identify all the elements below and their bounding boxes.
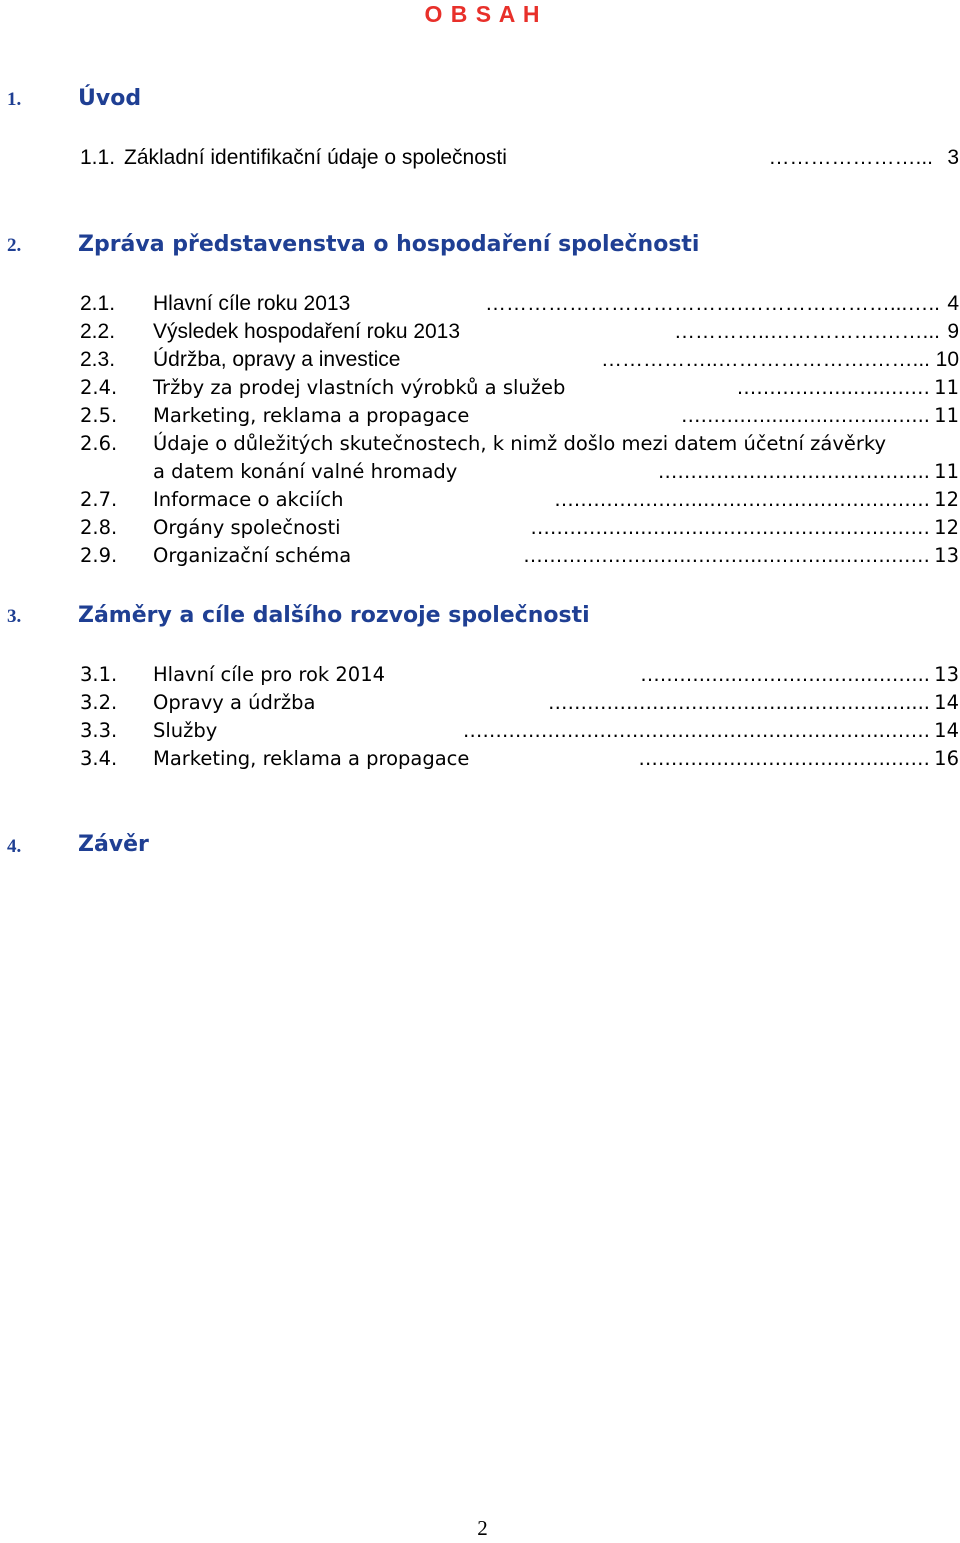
toc-entry-page: 14 <box>934 691 959 714</box>
toc-entry-number: 3.1. <box>80 663 118 686</box>
toc-entry-number: 2.2. <box>80 320 116 343</box>
toc-entry-leader: ……………………..………...………...…….…… <box>523 544 930 567</box>
toc-entry-page: 9 <box>947 320 959 343</box>
toc-entry-label: Služby <box>153 719 218 742</box>
toc-entry-label: Základní identifikační údaje o společnosti <box>124 146 507 169</box>
toc-entry-leader: …………………... <box>768 146 933 169</box>
toc-entry-leader: ……….….....…...……...…... <box>681 404 930 427</box>
toc-entry-page: 13 <box>934 544 959 567</box>
toc-entry-leader: ……….…..………….……..……... <box>640 663 930 686</box>
section-number-3: 3. <box>7 606 22 627</box>
section-title-zaver[interactable]: Závěr <box>78 832 149 857</box>
toc-entry-label: Opravy a údržba <box>153 691 316 714</box>
toc-entry-2-6-continued[interactable] <box>0 460 960 488</box>
toc-entry-leader: …………..…………….……... <box>673 320 940 343</box>
toc-entry-2-2[interactable] <box>0 320 960 348</box>
toc-entry-label: Informace o akciích <box>153 488 344 511</box>
toc-entry-2-1[interactable] <box>0 292 960 320</box>
toc-entry-3-2[interactable] <box>0 691 960 719</box>
toc-entry-label: Organizační schéma <box>153 544 352 567</box>
toc-entry-3-3[interactable] <box>0 719 960 747</box>
toc-entry-leader: …………………………………... <box>657 460 930 483</box>
toc-entry-label: Marketing, reklama a propagace <box>153 747 470 770</box>
toc-entry-2-6[interactable] <box>0 432 960 460</box>
toc-entry-number: 2.4. <box>80 376 118 399</box>
toc-entry-1-1[interactable] <box>0 146 960 174</box>
toc-entry-label: Hlavní cíle pro rok 2014 <box>153 663 386 686</box>
toc-entry-page: 11 <box>934 404 959 427</box>
toc-entry-label-continued: a datem konání valné hromady <box>153 460 458 483</box>
section-title-zamery[interactable]: Záměry a cíle dalšího rozvoje společnosti <box>78 603 590 628</box>
toc-entry-number: 2.9. <box>80 544 118 567</box>
section-title-zprava[interactable]: Zpráva představenstva o hospodaření společnosti <box>78 232 700 257</box>
toc-entry-label: Údržba, opravy a investice <box>153 348 401 371</box>
page-number: 2 <box>477 1516 488 1540</box>
toc-entry-page: 12 <box>934 516 959 539</box>
toc-entry-number: 3.3. <box>80 719 118 742</box>
toc-entry-2-4[interactable] <box>0 376 960 404</box>
toc-entry-page: 4 <box>947 292 959 315</box>
toc-entry-page: 13 <box>934 663 959 686</box>
toc-entry-page: 14 <box>934 719 959 742</box>
page-title: O B S A H <box>424 1 541 27</box>
toc-entry-3-1[interactable] <box>0 663 960 691</box>
section-title-uvod[interactable]: Úvod <box>78 86 142 111</box>
toc-entry-leader: ……………..………………….……... <box>600 348 930 371</box>
toc-entry-label: Marketing, reklama a propagace <box>153 404 470 427</box>
toc-entry-leader: ……………………………….…………………...….. <box>484 292 940 315</box>
toc-entry-leader: ……………...…...…… <box>736 376 930 399</box>
toc-entry-label: Údaje o důležitých skutečnostech, k nimž došlo mezi datem účetní závěrky <box>153 432 887 455</box>
toc-entry-number: 2.7. <box>80 488 118 511</box>
toc-entry-2-8[interactable] <box>0 516 960 544</box>
toc-entry-number: 3.2. <box>80 691 118 714</box>
toc-entry-2-5[interactable] <box>0 404 960 432</box>
toc-entry-number: 2.1. <box>80 292 116 315</box>
toc-entry-number: 1.1. <box>80 146 116 169</box>
toc-entry-number: 2.3. <box>80 348 116 371</box>
toc-entry-page: 11 <box>934 460 959 483</box>
toc-entry-page: 16 <box>934 747 959 770</box>
toc-entry-page: 12 <box>934 488 959 511</box>
toc-entry-number: 2.5. <box>80 404 118 427</box>
toc-entry-leader: …………………………………………….….... <box>548 691 930 714</box>
toc-entry-2-7[interactable] <box>0 488 960 516</box>
section-number-4: 4. <box>7 836 22 857</box>
toc-entry-leader: …………………...……………………………. <box>554 488 930 511</box>
toc-entry-leader: ………….……………………..…… <box>638 747 930 770</box>
toc-entry-number: 2.6. <box>80 432 118 455</box>
section-number-1: 1. <box>7 89 22 110</box>
section-number-2: 2. <box>7 235 22 256</box>
toc-entry-page: 3 <box>947 146 959 169</box>
toc-entry-number: 2.8. <box>80 516 118 539</box>
toc-entry-label: Orgány společnosti <box>153 516 341 539</box>
toc-entry-page: 11 <box>934 376 959 399</box>
toc-entry-label: Výsledek hospodaření roku 2013 <box>153 320 461 343</box>
toc-entry-3-4[interactable] <box>0 747 960 775</box>
toc-entry-leader: ……………...…..…...………………..…….…… <box>530 516 930 539</box>
toc-entry-leader: ………………………………………………………..……. <box>462 719 930 742</box>
toc-entry-label: Tržby za prodej vlastních výrobků a služeb <box>153 376 566 399</box>
toc-entry-2-9[interactable] <box>0 544 960 572</box>
toc-entry-page: 10 <box>935 348 959 371</box>
toc-entry-label: Hlavní cíle roku 2013 <box>153 292 351 315</box>
toc-entry-number: 3.4. <box>80 747 118 770</box>
toc-entry-2-3[interactable] <box>0 348 960 376</box>
